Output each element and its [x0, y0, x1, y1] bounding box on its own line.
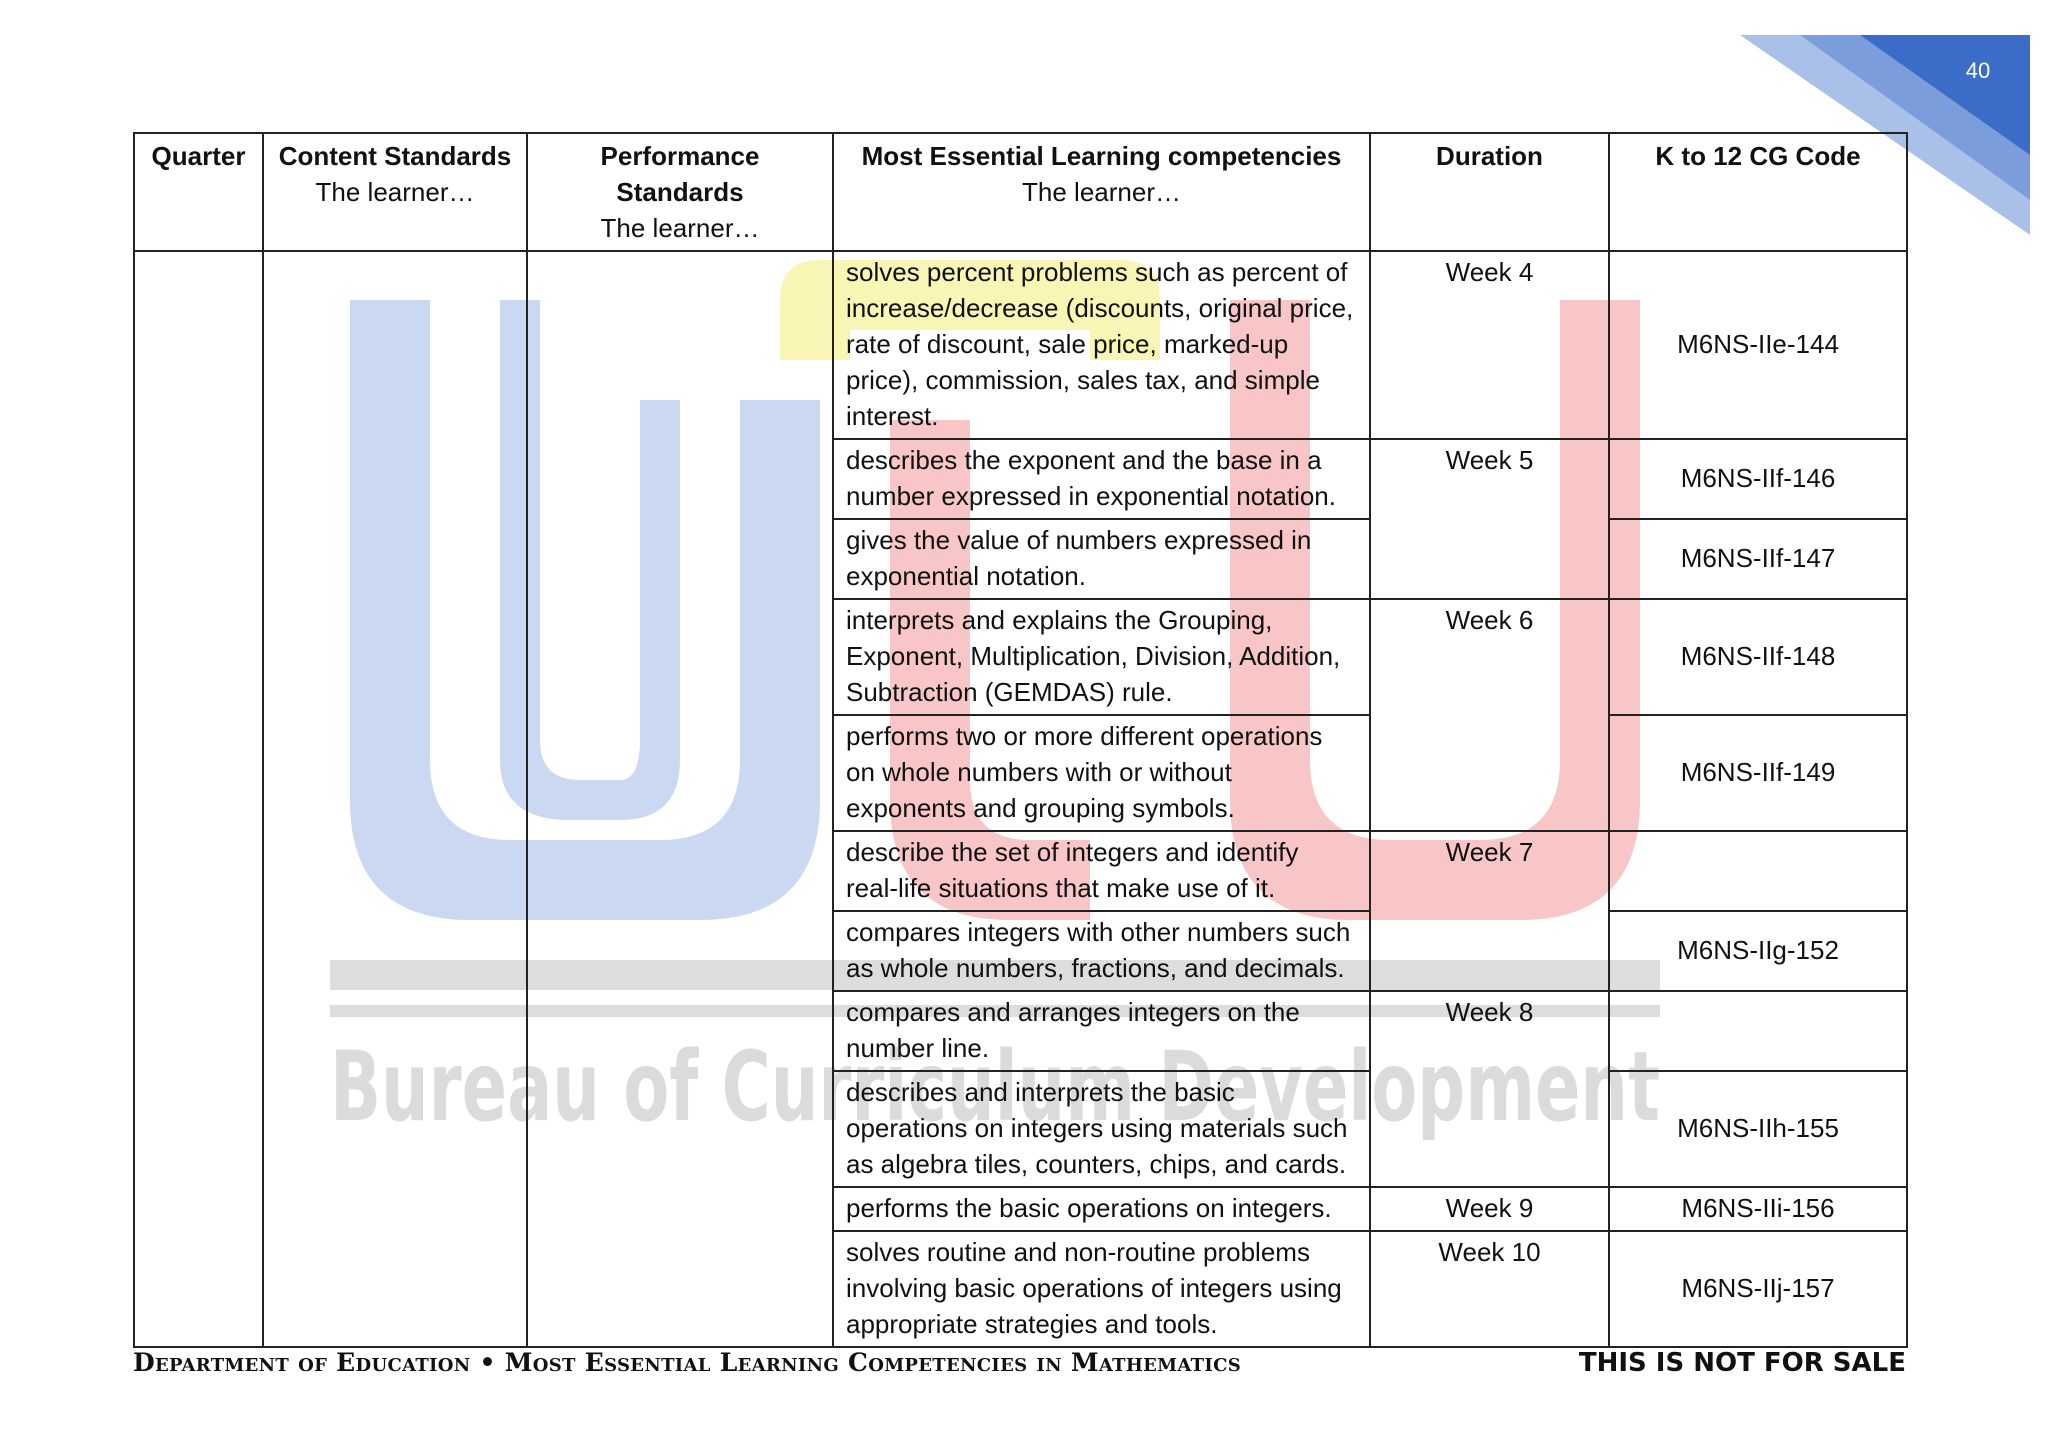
- competency-cell: solves routine and non-routine problems involving basic operations of integers using appropriate strategies and tools.: [833, 1231, 1370, 1347]
- duration-cell: Week 8: [1370, 991, 1609, 1187]
- watermark-text: Bureau of Curriculum Development: [330, 1031, 1660, 1143]
- duration-cell: Week 7: [1370, 831, 1609, 991]
- cg-code-cell: M6NS-IIh-155: [1609, 1071, 1907, 1187]
- cg-code-cell: [1609, 991, 1907, 1071]
- cg-code-cell: M6NS-IIj-157: [1609, 1231, 1907, 1347]
- duration-cell: Week 4: [1370, 251, 1609, 439]
- footer-department-title: Department of Education • Most Essential Learning Competencies in Mathematics: [133, 1348, 1242, 1377]
- duration-cell: Week 10: [1370, 1231, 1609, 1347]
- header-cg-code: K to 12 CG Code: [1609, 133, 1907, 251]
- cg-code-cell: M6NS-IIf-147: [1609, 519, 1907, 599]
- cg-code-cell: M6NS-IIi-156: [1609, 1187, 1907, 1231]
- melc-table: [133, 132, 1908, 1348]
- cg-code-cell: M6NS-IIf-149: [1609, 715, 1907, 831]
- header-duration: Duration: [1370, 133, 1609, 251]
- competency-cell: performs the basic operations on integers.: [833, 1187, 1370, 1231]
- table-header-row: [134, 133, 1907, 251]
- header-content-sub: The learner…: [315, 177, 475, 207]
- quarter-cell: [134, 251, 263, 1347]
- competency-cell: describes the exponent and the base in a number expressed in exponential notation.: [833, 439, 1370, 519]
- header-content-standards: [263, 133, 527, 251]
- header-performance-title: Performance Standards: [600, 141, 760, 207]
- content-standards-cell: [263, 251, 527, 1347]
- competency-cell: interprets and explains the Grouping, Exponent, Multiplication, Division, Addition, Subtraction (GEMDAS) rule.: [833, 599, 1370, 715]
- header-performance-sub: The learner…: [600, 213, 760, 243]
- page-number: 40: [1965, 58, 1991, 83]
- competency-cell: performs two or more different operations on whole numbers with or without exponents and grouping symbols.: [833, 715, 1370, 831]
- competency-cell: describes and interprets the basic operations on integers using materials such as algebra tiles, counters, chips, and cards.: [833, 1071, 1370, 1187]
- competency-cell: gives the value of numbers expressed in exponential notation.: [833, 519, 1370, 599]
- header-quarter: Quarter: [134, 133, 263, 251]
- cg-code-cell: M6NS-IIe-144: [1609, 251, 1907, 439]
- duration-cell: Week 5: [1370, 439, 1609, 599]
- competency-cell: describe the set of integers and identify real-life situations that make use of it.: [833, 831, 1370, 911]
- cg-code-cell: [1609, 831, 1907, 911]
- header-content-title: Content Standards: [278, 141, 512, 171]
- cg-code-cell: M6NS-IIg-152: [1609, 911, 1907, 991]
- duration-cell: Week 6: [1370, 599, 1609, 831]
- header-melc: [833, 133, 1370, 251]
- header-melc-title: Most Essential Learning competencies: [861, 141, 1342, 171]
- competency-cell: solves percent problems such as percent of increase/decrease (discounts, original price, rate of discount, sale price, marked-up price), commission, sales tax, and simple interest.: [833, 251, 1370, 439]
- competency-cell: compares and arranges integers on the number line.: [833, 991, 1370, 1071]
- footer-not-for-sale: THIS IS NOT FOR SALE: [1578, 1348, 1906, 1378]
- competency-cell: compares integers with other numbers such as whole numbers, fractions, and decimals.: [833, 911, 1370, 991]
- duration-cell: Week 9: [1370, 1187, 1609, 1231]
- table-row: [134, 251, 1907, 439]
- header-performance-standards: [527, 133, 833, 251]
- cg-code-cell: M6NS-IIf-148: [1609, 599, 1907, 715]
- performance-standards-cell: [527, 251, 833, 1347]
- cg-code-cell: M6NS-IIf-146: [1609, 439, 1907, 519]
- header-melc-sub: The learner…: [1022, 177, 1181, 207]
